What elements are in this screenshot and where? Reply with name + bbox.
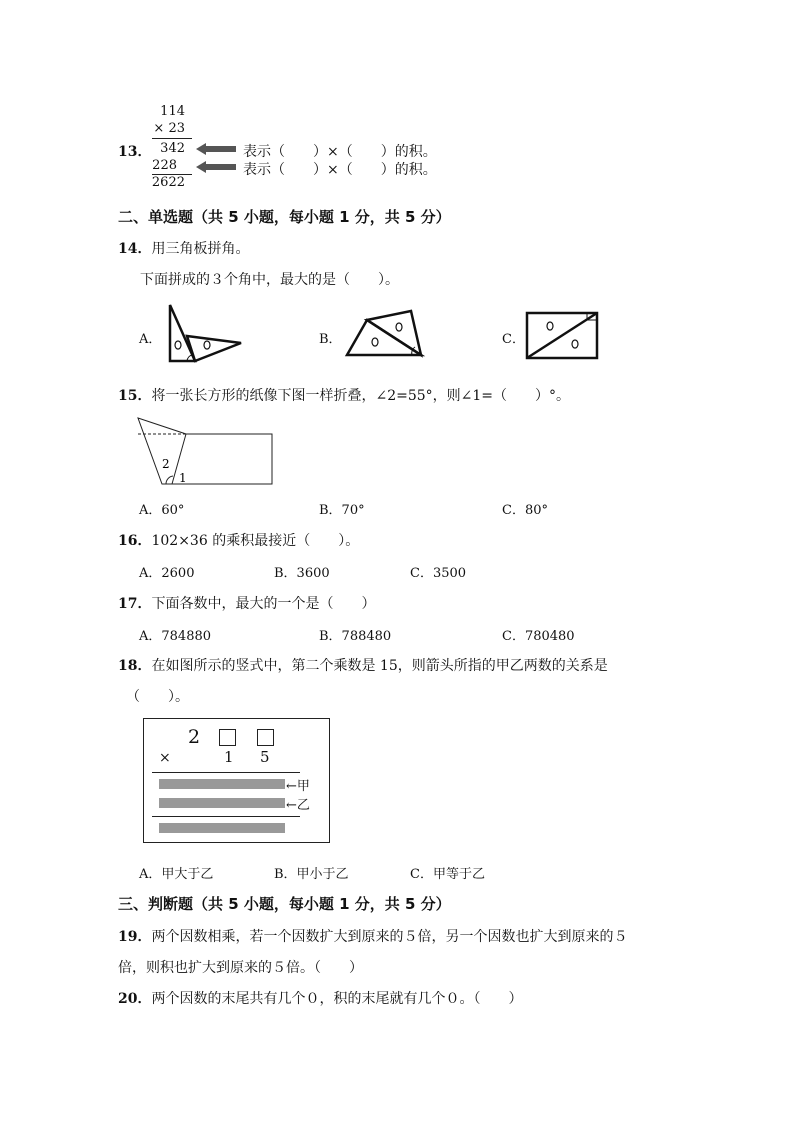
q14-number: 14． <box>118 241 152 257</box>
multiplier: × 23 <box>153 121 185 136</box>
q14-option-c[interactable]: C． <box>502 332 525 347</box>
q14-option-b[interactable]: B． <box>319 332 342 347</box>
final-product: 2622 <box>151 175 185 190</box>
q15-question <box>118 385 570 405</box>
q19-number: 19． <box>118 929 152 945</box>
q16-text: 102×36 的乘积最接近（ ）。 <box>151 533 360 549</box>
q15-number: 15． <box>118 388 152 404</box>
multiplicand: 114 <box>160 104 185 119</box>
q14-figure-b <box>345 308 425 360</box>
q14-subtext: 下面拼成的３个角中，最大的是（ ）。 <box>140 272 399 288</box>
digit-5: 5 <box>260 748 270 766</box>
q17-question <box>118 593 375 613</box>
q14-figure-c <box>525 311 600 361</box>
q17-number: 17． <box>118 596 152 612</box>
gray-bar-yi <box>159 798 285 808</box>
q14-question <box>118 238 249 258</box>
q16-option-c[interactable]: C．3500 <box>410 566 467 581</box>
rule-line <box>152 772 300 773</box>
arrows-icon <box>196 143 241 179</box>
q16-option-a[interactable]: A．2600 <box>139 566 195 581</box>
q14-figure-a <box>165 303 245 365</box>
q19-text-2: 倍，则积也扩大到原来的５倍。（ ） <box>118 960 363 976</box>
q13-number: 13． <box>118 144 152 160</box>
q17-option-b[interactable]: B．788480 <box>319 629 392 644</box>
q20-number: 20． <box>118 991 152 1007</box>
q15-option-b[interactable]: B．70° <box>319 503 365 518</box>
q18-number: 18． <box>118 658 152 674</box>
rule-line <box>152 138 192 139</box>
q19-question <box>118 926 627 946</box>
section-3-title: 三、判断题（共 5 小题，每小题 1 分，共 5 分） <box>118 895 451 913</box>
q18-option-a[interactable]: A．甲大于乙 <box>139 867 214 882</box>
q18-figure <box>143 718 330 843</box>
q17-text: 下面各数中，最大的一个是（ ） <box>151 596 376 612</box>
q15-option-a[interactable]: A．60° <box>139 503 185 518</box>
q18-text: 在如图所示的竖式中，第二个乘数是 15，则箭头所指的甲乙两数的关系是 <box>151 658 608 674</box>
q14-text: 用三角板拼角。 <box>151 241 250 257</box>
q13-label-1: 表示（ ）×（ ）的积。 <box>243 144 437 160</box>
angle-2-label: 2 <box>162 457 170 471</box>
q20-text: 两个因数的末尾共有几个０，积的末尾就有几个０。（ ） <box>151 991 523 1007</box>
q13-label-2: 表示（ ）×（ ）的积。 <box>243 162 437 178</box>
blank-box <box>257 729 274 746</box>
rule-line <box>152 816 300 817</box>
gray-bar-result <box>159 823 285 833</box>
q15-text: 将一张长方形的纸像下图一样折叠，∠2=55°，则∠1=（ ）°。 <box>151 388 571 404</box>
partial-product-1: 342 <box>160 141 185 156</box>
q19-text: 两个因数相乘，若一个因数扩大到原来的５倍，另一个因数也扩大到原来的５ <box>151 929 628 945</box>
q14-option-a[interactable]: A． <box>139 332 162 347</box>
digit-1: 1 <box>224 748 234 766</box>
gray-bar-jia <box>159 779 285 789</box>
q17-option-c[interactable]: C．780480 <box>502 629 575 644</box>
label-yi: ←乙 <box>286 798 310 813</box>
times-sign: × <box>159 750 171 766</box>
q18-option-b[interactable]: B．甲小于乙 <box>274 867 349 882</box>
angle-1-label: 1 <box>179 471 187 485</box>
q15-option-c[interactable]: C．80° <box>502 503 548 518</box>
q17-option-a[interactable]: A．784880 <box>139 629 212 644</box>
q18-question <box>118 655 608 675</box>
q16-number: 16． <box>118 533 152 549</box>
q18-text-2: （ ）。 <box>126 689 189 705</box>
section-2-title: 二、单选题（共 5 小题，每小题 1 分，共 5 分） <box>118 208 451 226</box>
q15-figure <box>136 418 276 486</box>
label-jia: ←甲 <box>286 779 310 794</box>
q16-question <box>118 530 359 550</box>
q16-option-b[interactable]: B．3600 <box>274 566 330 581</box>
q18-option-c[interactable]: C．甲等于乙 <box>410 867 485 882</box>
partial-product-2: 228 <box>152 158 177 173</box>
q20-question <box>118 988 522 1008</box>
blank-box <box>219 729 236 746</box>
digit-2: 2 <box>188 726 201 748</box>
